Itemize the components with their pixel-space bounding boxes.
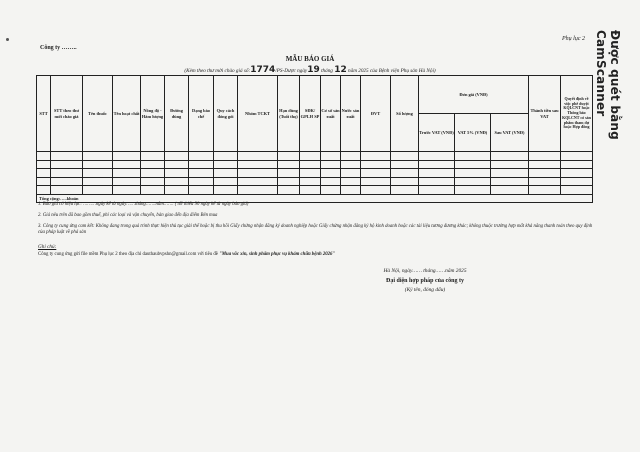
table-row [37,160,593,169]
camscanner-watermark: Được quét bằng CamScanner [594,30,622,140]
quotation-table [36,75,593,203]
signature-date: Hà Nội, ngày…… tháng……năm 2025 [383,268,467,274]
col-registration: SĐK/ GPLH SP [300,76,321,152]
signature-title: Đại diện hợp pháp của công ty [385,278,464,284]
table-row [37,186,593,195]
company-placeholder: Công ty …….. [40,45,77,51]
col-tckt-group: Nhóm TCKT [238,76,278,152]
note-price-inclusive: 2. Giá nêu trên đã bao gồm thuế, phí các loại và vận chuyển, bàn giao đến địa điểm Bên mua [38,213,218,218]
note-heading: Ghi chú: [38,244,57,250]
col-price-before-vat: Trước VAT (VNĐ) [419,114,455,152]
subtitle-mid: /PS-Dược ngày [275,68,308,74]
col-unit: ĐVT [361,76,391,152]
col-stt: STT [37,76,51,152]
col-active-ingredient: Tên hoạt chất [113,76,141,152]
note-validity: 1. Báo giá có hiệu lực: ………ngày kể từ ngày……tháng…….năm……. ( tối thiểu 90 ngày kể từ ngày báo giá) [38,202,249,207]
document-subtitle [0,65,620,75]
col-unit-price-group: Đơn giá (VNĐ) [419,76,529,114]
appendix-label: Phụ lục 2 [562,36,585,42]
col-concentration: Nồng độ - Hàm lượng [141,76,165,152]
email-subject: "Mua vắc xin, sinh phẩm phục vụ khám chữa bệnh 2026" [219,252,336,257]
subtitle-month-word: tháng [321,68,333,74]
email-instruction-text: Công ty cung ứng gửi file mềm Phụ lục 2 theo địa chỉ dauthaubvpshn@gmail.com với tiêu đề [38,252,220,257]
signature-note: (Ký tên, đóng dấu) [404,287,446,293]
col-price-after-vat: Sau VAT (VNĐ) [491,114,529,152]
col-stt-invitation: STT theo thư mời chào giá [51,76,83,152]
col-decision: Quyết định về việc phê duyệt KQLCNT hoặc Thông báo KQLCNT có sản phẩm tham dự hoặc Hợp đồng [561,76,593,152]
col-quantity: Số lượng [391,76,419,152]
col-route: Đường dùng [165,76,189,152]
col-country: Nước sản xuất [341,76,361,152]
handwritten-month: 12 [334,65,347,75]
note-commitment: 3. Công ty cung ứng cam kết: Không đang trong quá trình thực hiện thủ tục giải thể hoặc bị thu hồi Giấy chứng nhận đăng ký doanh nghiệp hoặc Giấy chứng nhận đăng ký hộ kinh doanh hoặc các tài liệu tương đương khác; không thuộc trường hợp mất khả năng thanh toán theo quy định của pháp luật về phá sản [38,224,593,235]
subtitle-prefix: (Kèm theo thư mời chào giá số: [184,68,251,74]
col-vat-5: VAT 5% (VNĐ) [455,114,491,152]
col-packaging: Quy cách đóng gói [214,76,238,152]
col-dosage-form: Dạng bào chế [189,76,214,152]
total-label: Tổng cộng:…..khoản [37,194,593,203]
col-total-after-vat: Thành tiền sau VAT [529,76,561,152]
col-shelf-life: Hạn dùng (Tuổi thọ) [278,76,300,152]
header-row-1 [37,76,593,114]
table-row [37,177,593,186]
col-manufacturer: Cơ sở sản xuất [321,76,341,152]
document-title: MẪU BÁO GIÁ [285,55,335,63]
col-drug-name: Tên thuốc [83,76,113,152]
table-row [37,169,593,178]
scan-speck [6,38,9,41]
handwritten-number: 1774 [250,65,276,75]
email-instruction [38,252,335,257]
table-row [37,152,593,161]
subtitle-suffix: năm 2025 của Bệnh viện Phụ sản Hà Nội) [348,68,436,74]
handwritten-day: 19 [307,65,320,75]
